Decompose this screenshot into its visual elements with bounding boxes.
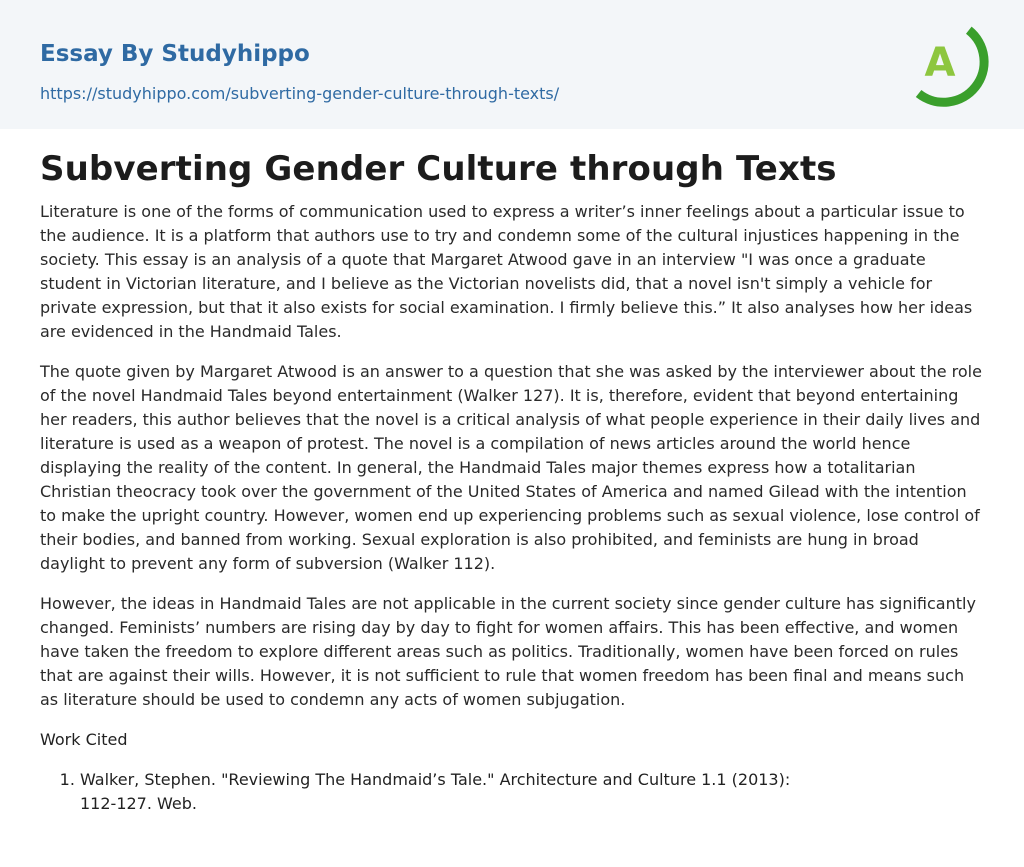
article-paragraph: The quote given by Margaret Atwood is an answer to a question that she was asked by the interviewer about the role of the novel Handmaid Tales beyond entertainment (Walker 127). It is, therefore, evident that beyond entertaining her readers, this author believes that the novel is a critical analysis of what people experience in their daily lives and literature is used as a weapon of protest. The novel is a compilation of news articles around the world hence displaying the reality of the content. In general, the Handmaid Tales major themes express how a totalitarian Christian theocracy took over the government of the United States of America and named Gilead with the intention to make the upright country. However, women end up experiencing problems such as sexual violence, lose control of their bodies, and banned from working. Sexual exploration is also prohibited, and feminists are hung in broad daylight to prevent any form of subversion (Walker 112). (40, 362, 982, 573)
works-cited-heading: Work Cited (40, 730, 128, 749)
citation-item: 1. Walker, Stephen. "Reviewing The Handmaid’s Tale." Architecture and Culture 1.1 (2013): 112-127. Web. (80, 768, 810, 816)
article-paragraph: However, the ideas in Handmaid Tales are not applicable in the current society since gender culture has significantly changed. Feminists’ numbers are rising day by day to fight for women affairs. This has been effective, and women have taken the freedom to explore different areas such as politics. Traditionally, women have been forced on rules that are against their wills. However, it is not sufficient to rule that women freedom has been final and means such as literature should be used to condemn any acts of women subjugation. (40, 594, 976, 709)
brand-title: Essay By Studyhippo (40, 41, 310, 67)
source-url-link[interactable]: https://studyhippo.com/subverting-gender-culture-through-texts/ (40, 84, 560, 103)
article-paragraph: Literature is one of the forms of communication used to express a writer’s inner feelings about a particular issue to the audience. It is a platform that authors use to try and condemn some of the cultural injustices happening in the society. This essay is an analysis of a quote that Margaret Atwood gave in an interview "I was once a graduate student in Victorian literature, and I believe as the Victorian novelists did, that a novel isn't simply a vehicle for private expression, but that it also exists for social examination. I firmly believe this.” It also analyses how her ideas are evidenced in the Handmaid Tales. (40, 202, 973, 341)
page-header (0, 0, 1024, 129)
logo-letter: A (924, 40, 956, 86)
works-cited-list (40, 768, 810, 816)
article-title: Subverting Gender Culture through Texts (40, 149, 837, 189)
studyhippo-logo-icon[interactable] (906, 14, 996, 110)
article (40, 146, 984, 816)
